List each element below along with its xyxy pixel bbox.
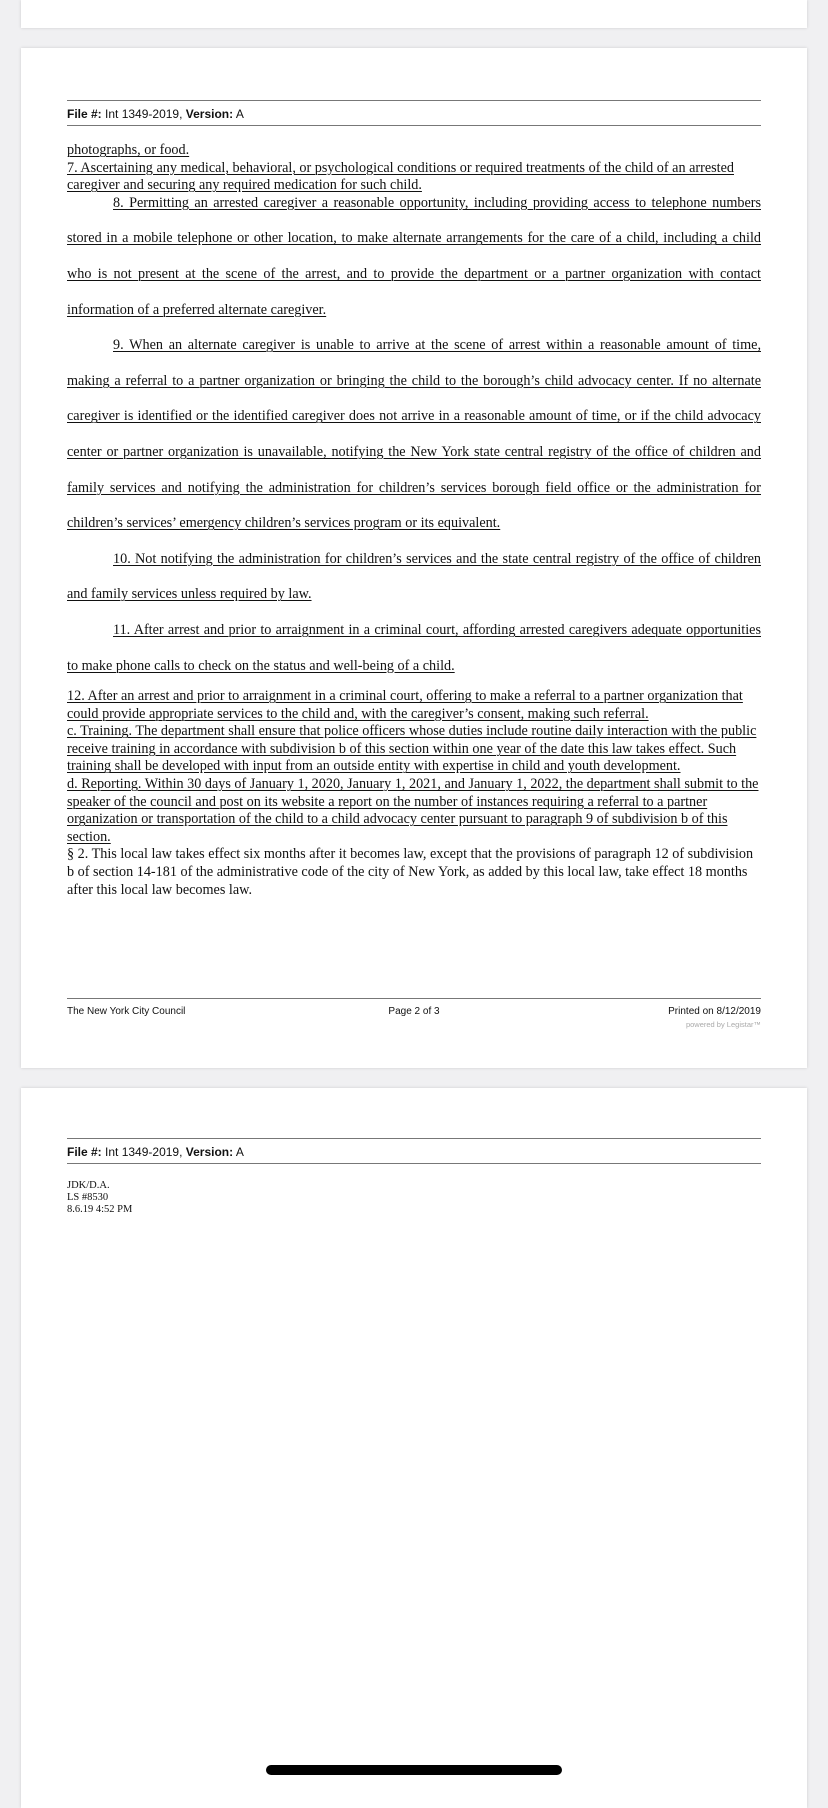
paragraph-d-reporting	[67, 776, 761, 846]
document-page-2	[21, 48, 807, 1068]
file-label: File #:	[67, 107, 102, 121]
header-rule-bottom	[67, 125, 761, 126]
file-line	[67, 101, 761, 125]
drafter-signature-block	[67, 1180, 132, 1216]
version-value: A	[235, 107, 244, 121]
version-value: A	[235, 1145, 244, 1159]
paragraph-9	[67, 328, 761, 542]
section-2: § 2. This local law takes effect six months after it becomes law, except that the provisions of paragraph 12 of subdivision b of section 14-181 of the administrative code of the city of New York, as added by this local law, take effect 18 months after this local law becomes law.	[67, 846, 754, 898]
previous-page-sliver	[21, 0, 807, 28]
paragraph-8-text: 8. Permitting an arrested caregiver a reasonable opportunity, including providing access to telephone numbers stored in a mobile telephone or other location, to make alternate arrangements for the care of a child, including a child who is not present at the scene of the arrest, and to provide the department or a partner organization with contact information of a preferred alternate caregiver.	[67, 194, 761, 318]
paragraph-c-training	[67, 723, 761, 776]
page-header	[67, 1138, 761, 1164]
paragraph-photographs	[67, 142, 761, 160]
paragraph-12	[67, 688, 761, 723]
signature-line-timestamp: 8.6.19 4:52 PM	[67, 1204, 133, 1215]
powered-by-legistar: powered by Legistar™	[685, 1020, 761, 1029]
file-number: Int 1349-2019,	[105, 1145, 183, 1159]
signature-line-ls-number: LS #8530	[67, 1192, 109, 1203]
page-header	[67, 100, 761, 126]
file-number: Int 1349-2019,	[105, 107, 183, 121]
footer-rule	[67, 998, 761, 999]
signature-line-initials: JDK/D.A.	[67, 1180, 110, 1191]
paragraph-10	[67, 542, 761, 613]
paragraph-9-text: 9. When an alternate caregiver is unable to arrive at the scene of arrest within a reasonable amount of time, making a referral to a partner organization or bringing the child to the borough’s child advocacy center. If no alternate caregiver is identified or the identified caregiver does not arrive in a reasonable amount of time, or if the child advocacy center or partner organization is unavailable, notifying the New York state central registry of the office of children and family services and notifying the administration for children’s services borough field office or the administration for children’s services’ emergency children’s services program or its equivalent.	[67, 337, 761, 532]
page-footer	[67, 998, 761, 1029]
footer-page-number: Page 2 of 3	[388, 1006, 440, 1017]
paragraph-photographs-text: photographs, or food.	[67, 142, 190, 158]
footer-organization: The New York City Council	[67, 1006, 186, 1017]
file-line	[67, 1139, 761, 1163]
paragraph-12-text: 12. After an arrest and prior to arraignment in a criminal court, offering to make a referral to a partner organization that could provide appropriate services to the child and, with the caregiver’s consent, making such referral.	[67, 688, 743, 722]
paragraph-8	[67, 186, 761, 328]
paragraph-7-text: 7. Ascertaining any medical, behavioral, or psychological conditions or required treatments of the child of an arrested caregiver and securing any required medication for such child.	[67, 159, 734, 194]
footer-printed-date: Printed on 8/12/2019	[668, 1006, 761, 1017]
paragraph-d-text: d. Reporting. Within 30 days of January 1, 2020, January 1, 2021, and January 1, 2022, the department shall submit to the speaker of the council and post on its website a report on the number of instances requiring a referral to a partner organization or transportation of the child to a child advocacy center pursuant to paragraph 9 of subdivision b of this section.	[67, 776, 759, 845]
paragraph-c-text: c. Training. The department shall ensure that police officers whose duties include routine daily interaction with the public receive training in accordance with subdivision b of this section within one year of the date this law takes effect. Such training shall be developed with input from an outside entity with expertise in child and youth development.	[67, 723, 757, 775]
paragraph-11-text: 11. After arrest and prior to arraignment in a criminal court, affording arrested caregivers adequate opportunities to make phone calls to check on the status and well-being of a child.	[67, 621, 761, 674]
document-body	[67, 142, 761, 899]
paragraph-10-text: 10. Not notifying the administration for children’s services and the state central registry of the office of children and family services unless required by law.	[67, 550, 761, 603]
header-rule-bottom	[67, 1163, 761, 1164]
version-label: Version:	[185, 1145, 234, 1159]
file-label: File #:	[67, 1145, 102, 1159]
footer-row	[67, 1006, 761, 1017]
document-page-3	[21, 1088, 807, 1808]
paragraph-11	[67, 613, 761, 684]
version-label: Version:	[185, 107, 234, 121]
home-indicator[interactable]	[266, 1765, 562, 1775]
